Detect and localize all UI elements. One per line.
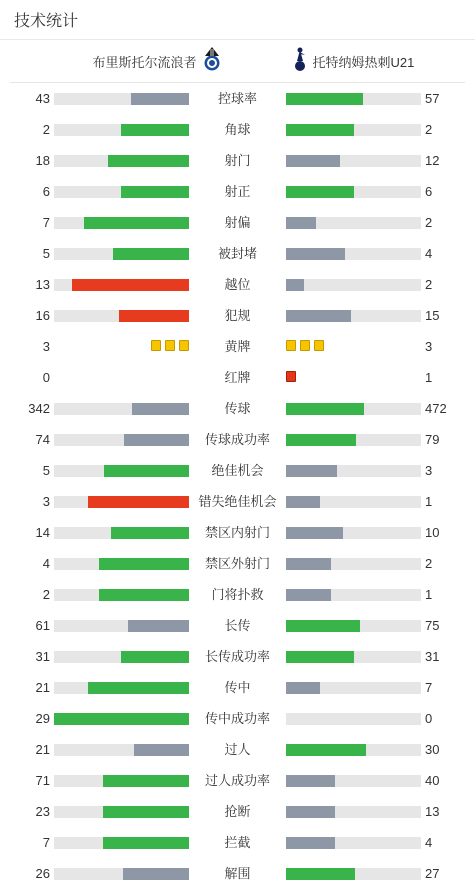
stat-row: [0, 734, 475, 765]
away-bar-fill: [286, 93, 363, 105]
home-value: 2: [42, 122, 50, 137]
stat-label: 黄牌: [224, 339, 251, 354]
home-bar-track: [54, 217, 189, 229]
home-bar-track: [54, 310, 189, 322]
home-bar-fill: [84, 217, 189, 229]
stat-row: [0, 548, 475, 579]
stat-label: 过人: [224, 742, 251, 757]
stat-label: 长传成功率: [204, 649, 270, 664]
home-bar-track: [54, 279, 189, 291]
away-bar-track: [286, 527, 421, 539]
away-bar-track: [286, 620, 421, 632]
home-bar-fill: [99, 589, 189, 601]
away-bar-fill: [286, 465, 337, 477]
home-value: 2: [42, 587, 50, 602]
away-bar-fill: [286, 527, 343, 539]
away-bar-track: [286, 248, 421, 260]
home-bar-fill: [103, 837, 189, 849]
home-bar-fill: [121, 186, 189, 198]
away-bar-fill: [286, 651, 354, 663]
stat-row: [0, 765, 475, 796]
away-bar-fill: [286, 837, 335, 849]
home-bar-track: [54, 93, 189, 105]
away-value: 10: [425, 525, 440, 540]
yellow-card-icon: [286, 340, 296, 351]
away-bar-fill: [286, 434, 356, 446]
home-value: 29: [35, 711, 50, 726]
home-bar-track: [54, 806, 189, 818]
away-bar-fill: [286, 868, 355, 880]
away-bar-track: [286, 279, 421, 291]
stat-row: [0, 827, 475, 858]
away-value: 3: [425, 339, 433, 354]
away-bar-track: [286, 496, 421, 508]
stat-row: [0, 672, 475, 703]
away-value: 2: [425, 556, 433, 571]
away-bar-fill: [286, 744, 366, 756]
away-value: 2: [425, 122, 433, 137]
stat-label: 绝佳机会: [211, 463, 264, 478]
away-bar-track: [286, 124, 421, 136]
away-bar-fill: [286, 186, 354, 198]
home-value: 5: [42, 246, 50, 261]
home-bar-fill: [54, 713, 189, 725]
home-bar-fill: [121, 651, 189, 663]
away-bar-track: [286, 713, 421, 725]
away-team-name: 托特纳姆热刺U21: [312, 54, 415, 70]
stat-row: [0, 424, 475, 455]
home-value: 74: [35, 432, 50, 447]
away-bar-fill: [286, 775, 335, 787]
home-bar-fill: [104, 465, 189, 477]
away-bar-track: [286, 155, 421, 167]
stat-row: [0, 517, 475, 548]
away-value: 27: [425, 866, 440, 881]
away-bar-fill: [286, 589, 331, 601]
away-value: 2: [425, 277, 433, 292]
home-value: 18: [35, 153, 50, 168]
away-cards: [286, 371, 296, 384]
away-value: 12: [425, 153, 440, 168]
away-value: 4: [425, 246, 433, 261]
home-bar-track: [54, 527, 189, 539]
home-bar-track: [54, 682, 189, 694]
home-value: 3: [42, 339, 50, 354]
home-value: 26: [35, 866, 50, 881]
away-value: 4: [425, 835, 433, 850]
stat-row: [0, 207, 475, 238]
stat-label: 错失绝佳机会: [198, 494, 277, 509]
stat-row: [0, 145, 475, 176]
yellow-card-icon: [151, 340, 161, 351]
stat-row: [0, 300, 475, 331]
away-bar-track: [286, 186, 421, 198]
home-bar-track: [54, 775, 189, 787]
home-bar-track: [54, 620, 189, 632]
home-value: 342: [28, 401, 50, 416]
home-bar-fill: [124, 434, 189, 446]
away-bar-fill: [286, 124, 354, 136]
away-value: 1: [425, 587, 433, 602]
home-bar-track: [54, 248, 189, 260]
home-value: 71: [35, 773, 50, 788]
stat-row: [0, 641, 475, 672]
stat-row: [0, 238, 475, 269]
away-bar-track: [286, 465, 421, 477]
home-value: 61: [35, 618, 50, 633]
stat-label: 射偏: [224, 215, 251, 230]
away-bar-track: [286, 744, 421, 756]
stat-label: 禁区外射门: [204, 556, 270, 571]
away-bar-fill: [286, 310, 351, 322]
stat-label: 控球率: [217, 91, 257, 106]
home-bar-fill: [88, 496, 189, 508]
away-value: 1: [425, 494, 433, 509]
away-value: 30: [425, 742, 440, 757]
home-bar-fill: [123, 868, 189, 880]
away-value: 13: [425, 804, 440, 819]
home-team[interactable]: [92, 40, 222, 82]
stat-label: 射正: [224, 184, 251, 199]
home-bar-fill: [113, 248, 189, 260]
away-value: 0: [425, 711, 433, 726]
stat-label: 门将扑救: [211, 587, 264, 602]
home-bar-fill: [111, 527, 189, 539]
stat-label: 拦截: [224, 835, 251, 850]
home-bar-fill: [128, 620, 189, 632]
away-bar-fill: [286, 403, 364, 415]
stat-row: [0, 114, 475, 145]
home-bar-fill: [99, 558, 189, 570]
stat-label: 传中: [224, 680, 251, 695]
away-value: 3: [425, 463, 433, 478]
home-value: 3: [42, 494, 50, 509]
home-value: 43: [35, 91, 50, 106]
home-value: 4: [42, 556, 50, 571]
stat-row: [0, 796, 475, 827]
away-bar-fill: [286, 620, 360, 632]
away-bar-track: [286, 217, 421, 229]
page-title-bar: [0, 0, 475, 40]
home-bar-fill: [103, 775, 189, 787]
home-bar-fill: [134, 744, 189, 756]
away-bar-fill: [286, 217, 316, 229]
home-bar-track: [54, 837, 189, 849]
away-value: 57: [425, 91, 440, 106]
home-value: 7: [42, 215, 50, 230]
home-value: 0: [42, 370, 50, 385]
away-cards: [286, 340, 324, 353]
yellow-card-icon: [179, 340, 189, 351]
page-title: 技术统计: [14, 13, 79, 30]
home-bar-track: [54, 589, 189, 601]
home-value: 23: [35, 804, 50, 819]
away-value: 1: [425, 370, 433, 385]
away-bar-track: [286, 434, 421, 446]
stat-label: 红牌: [224, 370, 251, 385]
stat-label: 抢断: [224, 804, 251, 819]
away-bar-fill: [286, 558, 331, 570]
home-bar-track: [54, 124, 189, 136]
away-bar-fill: [286, 155, 340, 167]
home-team-crest-icon: [201, 46, 223, 77]
stat-row: [0, 610, 475, 641]
away-team[interactable]: [293, 40, 415, 82]
home-bar-fill: [119, 310, 189, 322]
home-bar-track: [54, 868, 189, 880]
red-card-icon: [286, 371, 296, 382]
stat-row: [0, 269, 475, 300]
home-value: 16: [35, 308, 50, 323]
home-value: 6: [42, 184, 50, 199]
stat-label: 犯规: [224, 308, 251, 323]
away-bar-fill: [286, 682, 320, 694]
home-bar-track: [54, 465, 189, 477]
home-bar-fill: [121, 124, 189, 136]
stat-row: [0, 331, 475, 362]
away-value: 75: [425, 618, 440, 633]
away-value: 40: [425, 773, 440, 788]
home-bar-track: [54, 744, 189, 756]
home-value: 14: [35, 525, 50, 540]
home-value: 13: [35, 277, 50, 292]
teams-header: [10, 40, 465, 83]
away-value: 2: [425, 215, 433, 230]
away-bar-fill: [286, 496, 320, 508]
home-value: 5: [42, 463, 50, 478]
away-value: 472: [425, 401, 447, 416]
stat-row: [0, 83, 475, 114]
away-bar-track: [286, 682, 421, 694]
away-value: 15: [425, 308, 440, 323]
home-bar-fill: [132, 403, 189, 415]
stat-label: 传球成功率: [204, 432, 270, 447]
away-bar-track: [286, 558, 421, 570]
away-value: 6: [425, 184, 433, 199]
away-bar-track: [286, 403, 421, 415]
stat-row: [0, 579, 475, 610]
stat-label: 被封堵: [217, 246, 257, 261]
home-bar-fill: [72, 279, 189, 291]
stat-label: 传球: [224, 401, 251, 416]
home-value: 31: [35, 649, 50, 664]
away-value: 79: [425, 432, 440, 447]
stat-label: 解围: [224, 866, 251, 881]
stat-row: [0, 455, 475, 486]
home-bar-track: [54, 558, 189, 570]
stat-row: [0, 858, 475, 889]
home-bar-fill: [108, 155, 189, 167]
home-cards: [151, 340, 189, 353]
stat-label: 长传: [224, 618, 251, 633]
stat-row: [0, 393, 475, 424]
home-bar-track: [54, 496, 189, 508]
stat-row: [0, 703, 475, 734]
away-bar-fill: [286, 279, 304, 291]
away-bar-track: [286, 589, 421, 601]
away-bar-fill: [286, 806, 335, 818]
away-value: 7: [425, 680, 433, 695]
home-bar-track: [54, 403, 189, 415]
home-bar-track: [54, 651, 189, 663]
away-bar-track: [286, 806, 421, 818]
stat-row: [0, 486, 475, 517]
stat-label: 过人成功率: [204, 773, 270, 788]
home-bar-fill: [88, 682, 189, 694]
stat-row: [0, 362, 475, 393]
away-value: 31: [425, 649, 440, 664]
yellow-card-icon: [314, 340, 324, 351]
away-bar-track: [286, 310, 421, 322]
home-bar-track: [54, 434, 189, 446]
stat-label: 射门: [224, 153, 251, 168]
stat-label: 角球: [224, 122, 251, 137]
home-bar-fill: [131, 93, 189, 105]
yellow-card-icon: [300, 340, 310, 351]
away-bar-fill: [286, 248, 345, 260]
stat-label: 禁区内射门: [204, 525, 270, 540]
stat-row: [0, 176, 475, 207]
away-bar-track: [286, 93, 421, 105]
away-bar-track: [286, 651, 421, 663]
stat-label: 越位: [224, 277, 251, 292]
home-bar-track: [54, 713, 189, 725]
away-bar-track: [286, 868, 421, 880]
home-value: 21: [35, 742, 50, 757]
home-team-name: 布里斯托尔流浪者: [92, 54, 197, 70]
home-value: 21: [35, 680, 50, 695]
home-bar-fill: [103, 806, 189, 818]
home-value: 7: [42, 835, 50, 850]
home-bar-track: [54, 186, 189, 198]
away-bar-track: [286, 837, 421, 849]
stat-label: 传中成功率: [204, 711, 270, 726]
away-bar-track: [286, 775, 421, 787]
home-bar-track: [54, 155, 189, 167]
away-team-crest-icon: [293, 46, 307, 77]
yellow-card-icon: [165, 340, 175, 351]
